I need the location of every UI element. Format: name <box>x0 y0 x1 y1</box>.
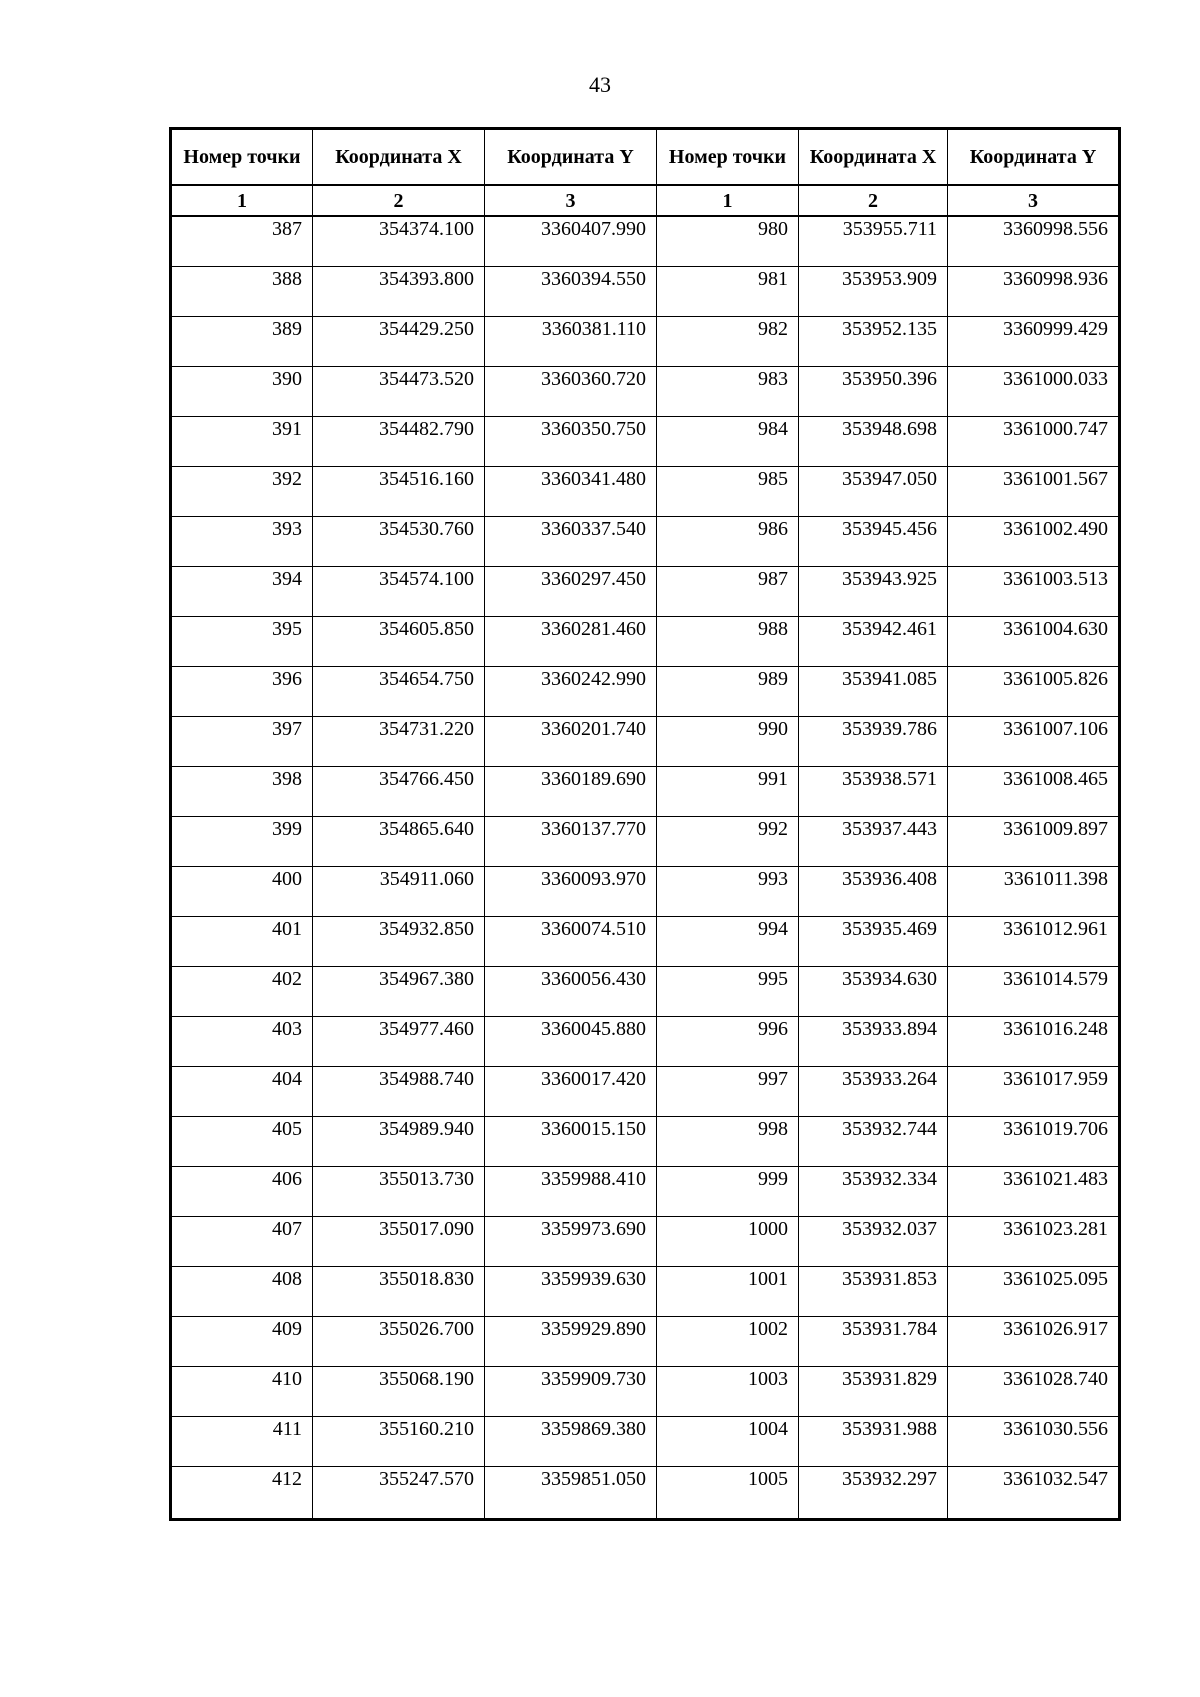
cell-coordinate-x: 353932.297 <box>799 1466 948 1519</box>
cell-coordinate-y: 3361012.961 <box>948 916 1120 966</box>
header-coordinate-y-1: Координата Y <box>485 129 657 186</box>
header-coordinate-x-2: Координата X <box>799 129 948 186</box>
cell-point-number: 981 <box>657 266 799 316</box>
cell-coordinate-y: 3361007.106 <box>948 716 1120 766</box>
cell-coordinate-y: 3361021.483 <box>948 1166 1120 1216</box>
cell-coordinate-x: 354988.740 <box>313 1066 485 1116</box>
cell-point-number: 1002 <box>657 1316 799 1366</box>
table-row <box>171 1066 1120 1116</box>
cell-coordinate-x: 353933.264 <box>799 1066 948 1116</box>
cell-point-number: 388 <box>171 266 313 316</box>
cell-coordinate-x: 354516.160 <box>313 466 485 516</box>
cell-point-number: 412 <box>171 1466 313 1519</box>
table-row <box>171 666 1120 716</box>
cell-coordinate-y: 3361017.959 <box>948 1066 1120 1116</box>
page-number: 43 <box>589 72 611 97</box>
cell-coordinate-x: 353955.711 <box>799 216 948 266</box>
column-number: 3 <box>485 185 657 216</box>
table-row <box>171 1316 1120 1366</box>
cell-coordinate-x: 354865.640 <box>313 816 485 866</box>
cell-point-number: 996 <box>657 1016 799 1066</box>
cell-coordinate-y: 3360056.430 <box>485 966 657 1016</box>
cell-coordinate-x: 353932.334 <box>799 1166 948 1216</box>
cell-point-number: 411 <box>171 1416 313 1466</box>
cell-point-number: 999 <box>657 1166 799 1216</box>
cell-coordinate-y: 3359939.630 <box>485 1266 657 1316</box>
cell-point-number: 994 <box>657 916 799 966</box>
table-row <box>171 816 1120 866</box>
cell-coordinate-x: 354605.850 <box>313 616 485 666</box>
cell-coordinate-x: 353938.571 <box>799 766 948 816</box>
cell-coordinate-y: 3360381.110 <box>485 316 657 366</box>
cell-coordinate-x: 354977.460 <box>313 1016 485 1066</box>
cell-point-number: 410 <box>171 1366 313 1416</box>
cell-coordinate-y: 3361011.398 <box>948 866 1120 916</box>
cell-point-number: 1005 <box>657 1466 799 1519</box>
header-point-number-2: Номер точки <box>657 129 799 186</box>
cell-point-number: 399 <box>171 816 313 866</box>
column-number: 1 <box>171 185 313 216</box>
cell-point-number: 980 <box>657 216 799 266</box>
table-row <box>171 1216 1120 1266</box>
cell-coordinate-x: 355160.210 <box>313 1416 485 1466</box>
cell-coordinate-x: 353945.456 <box>799 516 948 566</box>
cell-point-number: 1000 <box>657 1216 799 1266</box>
cell-coordinate-y: 3360341.480 <box>485 466 657 516</box>
column-number: 2 <box>313 185 485 216</box>
cell-coordinate-y: 3361028.740 <box>948 1366 1120 1416</box>
cell-coordinate-x: 354473.520 <box>313 366 485 416</box>
cell-coordinate-y: 3361019.706 <box>948 1116 1120 1166</box>
table-row <box>171 616 1120 666</box>
table-row <box>171 266 1120 316</box>
cell-coordinate-y: 3361002.490 <box>948 516 1120 566</box>
cell-point-number: 401 <box>171 916 313 966</box>
cell-coordinate-x: 354429.250 <box>313 316 485 366</box>
cell-coordinate-y: 3359869.380 <box>485 1416 657 1466</box>
cell-coordinate-x: 354530.760 <box>313 516 485 566</box>
table-row <box>171 866 1120 916</box>
cell-point-number: 987 <box>657 566 799 616</box>
cell-coordinate-x: 353948.698 <box>799 416 948 466</box>
cell-coordinate-y: 3360074.510 <box>485 916 657 966</box>
cell-coordinate-x: 354731.220 <box>313 716 485 766</box>
cell-coordinate-x: 353937.443 <box>799 816 948 866</box>
cell-coordinate-y: 3361023.281 <box>948 1216 1120 1266</box>
cell-point-number: 395 <box>171 616 313 666</box>
column-number: 3 <box>948 185 1120 216</box>
cell-point-number: 405 <box>171 1116 313 1166</box>
cell-coordinate-y: 3361032.547 <box>948 1466 1120 1519</box>
cell-coordinate-y: 3361001.567 <box>948 466 1120 516</box>
cell-point-number: 982 <box>657 316 799 366</box>
cell-coordinate-y: 3360998.936 <box>948 266 1120 316</box>
cell-coordinate-y: 3359909.730 <box>485 1366 657 1416</box>
cell-point-number: 992 <box>657 816 799 866</box>
table-row <box>171 716 1120 766</box>
cell-coordinate-y: 3360093.970 <box>485 866 657 916</box>
cell-point-number: 990 <box>657 716 799 766</box>
table-row <box>171 366 1120 416</box>
cell-coordinate-x: 353931.784 <box>799 1316 948 1366</box>
cell-coordinate-x: 354574.100 <box>313 566 485 616</box>
cell-point-number: 1003 <box>657 1366 799 1416</box>
cell-coordinate-y: 3361014.579 <box>948 966 1120 1016</box>
table-row <box>171 1266 1120 1316</box>
column-number-row <box>171 185 1120 216</box>
cell-coordinate-x: 354989.940 <box>313 1116 485 1166</box>
cell-point-number: 984 <box>657 416 799 466</box>
cell-coordinate-x: 353933.894 <box>799 1016 948 1066</box>
table-row <box>171 1166 1120 1216</box>
table-row <box>171 1366 1120 1416</box>
cell-coordinate-x: 353934.630 <box>799 966 948 1016</box>
table-row <box>171 1416 1120 1466</box>
cell-point-number: 1004 <box>657 1416 799 1466</box>
header-coordinate-y-2: Координата Y <box>948 129 1120 186</box>
cell-point-number: 407 <box>171 1216 313 1266</box>
cell-coordinate-y: 3360137.770 <box>485 816 657 866</box>
cell-point-number: 387 <box>171 216 313 266</box>
cell-point-number: 403 <box>171 1016 313 1066</box>
cell-coordinate-x: 355017.090 <box>313 1216 485 1266</box>
cell-coordinate-x: 353931.988 <box>799 1416 948 1466</box>
cell-point-number: 986 <box>657 516 799 566</box>
cell-point-number: 991 <box>657 766 799 816</box>
coordinates-table <box>169 127 1121 1521</box>
cell-coordinate-y: 3360297.450 <box>485 566 657 616</box>
cell-coordinate-x: 353939.786 <box>799 716 948 766</box>
cell-coordinate-y: 3359988.410 <box>485 1166 657 1216</box>
cell-coordinate-y: 3360189.690 <box>485 766 657 816</box>
cell-coordinate-y: 3361000.747 <box>948 416 1120 466</box>
cell-coordinate-x: 355068.190 <box>313 1366 485 1416</box>
cell-point-number: 989 <box>657 666 799 716</box>
cell-point-number: 983 <box>657 366 799 416</box>
cell-coordinate-x: 354911.060 <box>313 866 485 916</box>
cell-coordinate-y: 3359851.050 <box>485 1466 657 1519</box>
cell-coordinate-x: 353953.909 <box>799 266 948 316</box>
cell-coordinate-y: 3360017.420 <box>485 1066 657 1116</box>
cell-coordinate-x: 353936.408 <box>799 866 948 916</box>
cell-coordinate-y: 3361008.465 <box>948 766 1120 816</box>
table-row <box>171 1116 1120 1166</box>
table-row <box>171 316 1120 366</box>
cell-coordinate-y: 3360998.556 <box>948 216 1120 266</box>
cell-coordinate-x: 353952.135 <box>799 316 948 366</box>
cell-point-number: 389 <box>171 316 313 366</box>
cell-coordinate-y: 3360281.460 <box>485 616 657 666</box>
cell-coordinate-x: 354393.800 <box>313 266 485 316</box>
cell-point-number: 400 <box>171 866 313 916</box>
cell-coordinate-y: 3360045.880 <box>485 1016 657 1066</box>
table-row <box>171 466 1120 516</box>
column-number: 2 <box>799 185 948 216</box>
cell-point-number: 402 <box>171 966 313 1016</box>
cell-coordinate-y: 3360350.750 <box>485 416 657 466</box>
table-row <box>171 766 1120 816</box>
cell-coordinate-y: 3360999.429 <box>948 316 1120 366</box>
column-number: 1 <box>657 185 799 216</box>
cell-coordinate-y: 3360360.720 <box>485 366 657 416</box>
cell-coordinate-y: 3359929.890 <box>485 1316 657 1366</box>
cell-coordinate-x: 354766.450 <box>313 766 485 816</box>
table-row <box>171 966 1120 1016</box>
cell-coordinate-x: 353942.461 <box>799 616 948 666</box>
cell-coordinate-x: 353932.744 <box>799 1116 948 1166</box>
cell-point-number: 408 <box>171 1266 313 1316</box>
cell-point-number: 396 <box>171 666 313 716</box>
cell-point-number: 998 <box>657 1116 799 1166</box>
table-row <box>171 516 1120 566</box>
table-row <box>171 1466 1120 1519</box>
cell-point-number: 993 <box>657 866 799 916</box>
cell-point-number: 390 <box>171 366 313 416</box>
table-row <box>171 416 1120 466</box>
cell-coordinate-x: 353943.925 <box>799 566 948 616</box>
cell-coordinate-x: 354482.790 <box>313 416 485 466</box>
cell-coordinate-y: 3361026.917 <box>948 1316 1120 1366</box>
cell-coordinate-x: 355013.730 <box>313 1166 485 1216</box>
table-body <box>171 216 1120 1519</box>
cell-coordinate-x: 353935.469 <box>799 916 948 966</box>
cell-coordinate-y: 3360407.990 <box>485 216 657 266</box>
cell-coordinate-x: 354654.750 <box>313 666 485 716</box>
header-coordinate-x-1: Координата X <box>313 129 485 186</box>
cell-coordinate-y: 3361005.826 <box>948 666 1120 716</box>
cell-coordinate-x: 353932.037 <box>799 1216 948 1266</box>
cell-coordinate-x: 354967.380 <box>313 966 485 1016</box>
cell-coordinate-x: 355026.700 <box>313 1316 485 1366</box>
cell-coordinate-y: 3360201.740 <box>485 716 657 766</box>
cell-point-number: 406 <box>171 1166 313 1216</box>
cell-coordinate-y: 3361016.248 <box>948 1016 1120 1066</box>
table-row <box>171 216 1120 266</box>
cell-point-number: 985 <box>657 466 799 516</box>
cell-coordinate-y: 3361000.033 <box>948 366 1120 416</box>
cell-coordinate-x: 353941.085 <box>799 666 948 716</box>
cell-point-number: 409 <box>171 1316 313 1366</box>
cell-coordinate-x: 353950.396 <box>799 366 948 416</box>
table-row <box>171 566 1120 616</box>
cell-coordinate-x: 354932.850 <box>313 916 485 966</box>
cell-coordinate-x: 353947.050 <box>799 466 948 516</box>
table-row <box>171 916 1120 966</box>
cell-point-number: 988 <box>657 616 799 666</box>
cell-coordinate-y: 3361009.897 <box>948 816 1120 866</box>
cell-coordinate-y: 3361003.513 <box>948 566 1120 616</box>
cell-coordinate-y: 3359973.690 <box>485 1216 657 1266</box>
cell-coordinate-y: 3361025.095 <box>948 1266 1120 1316</box>
cell-point-number: 393 <box>171 516 313 566</box>
header-row <box>171 129 1120 186</box>
cell-coordinate-y: 3360394.550 <box>485 266 657 316</box>
cell-coordinate-x: 353931.853 <box>799 1266 948 1316</box>
cell-point-number: 404 <box>171 1066 313 1116</box>
cell-coordinate-y: 3361004.630 <box>948 616 1120 666</box>
cell-coordinate-x: 354374.100 <box>313 216 485 266</box>
cell-point-number: 997 <box>657 1066 799 1116</box>
cell-coordinate-y: 3361030.556 <box>948 1416 1120 1466</box>
cell-coordinate-x: 355018.830 <box>313 1266 485 1316</box>
cell-point-number: 391 <box>171 416 313 466</box>
cell-point-number: 392 <box>171 466 313 516</box>
cell-point-number: 397 <box>171 716 313 766</box>
cell-coordinate-y: 3360337.540 <box>485 516 657 566</box>
cell-coordinate-x: 355247.570 <box>313 1466 485 1519</box>
cell-point-number: 394 <box>171 566 313 616</box>
cell-point-number: 1001 <box>657 1266 799 1316</box>
cell-coordinate-y: 3360242.990 <box>485 666 657 716</box>
header-point-number-1: Номер точки <box>171 129 313 186</box>
table-row <box>171 1016 1120 1066</box>
cell-coordinate-x: 353931.829 <box>799 1366 948 1416</box>
cell-coordinate-y: 3360015.150 <box>485 1116 657 1166</box>
cell-point-number: 995 <box>657 966 799 1016</box>
cell-point-number: 398 <box>171 766 313 816</box>
